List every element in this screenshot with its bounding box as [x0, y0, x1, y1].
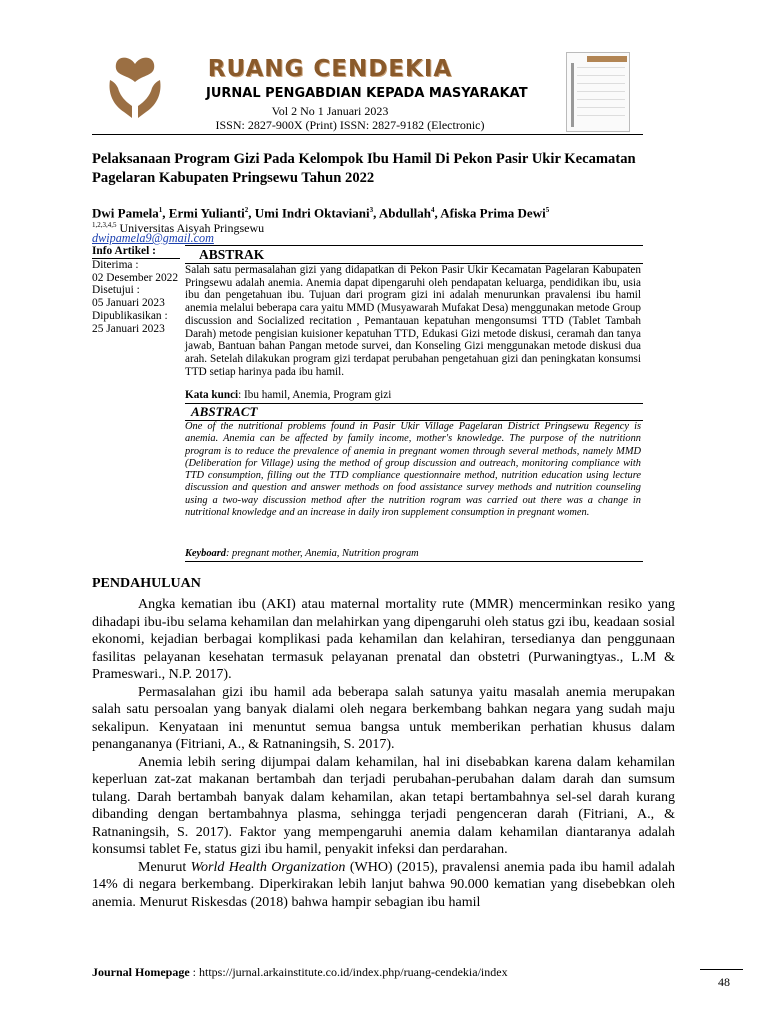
- info-divider: [92, 258, 180, 259]
- abstract-heading: ABSTRACT: [185, 403, 643, 421]
- body-paragraph: Anemia lebih sering dijumpai dalam kehamilan, hal ini disebabkan karena dalam kehamilan keperluan zat-zat makanan bertambah dan terjadi perubahan-perubahan dalam darah dan sumsum tulang. Darah bertambah banyak dalam kehamilan, akan tetapi bertambahnya sel-sel darah kurang dibanding dengan bertambahnya plasma, sehingga terjadi pengenceran darah (Fitriani, A., & Ratnaningsih, S. 2017). Faktor yang mempengaruhi anemia dalam kehamilan diantaranya adalah konsumsi tablet Fe, status gizi ibu hamil, penyakit infeksi dan perdarahan.: [92, 754, 675, 857]
- info-heading: Info Artikel :: [92, 245, 156, 257]
- affiliation-text: Universitas Aisyah Pringsewu: [116, 221, 265, 235]
- body-text: [92, 596, 675, 911]
- issn-info: ISSN: 2827-900X (Print) ISSN: 2827-9182 (Electronic): [215, 118, 485, 132]
- author-email-link[interactable]: dwipamela9@gmail.com: [92, 231, 214, 245]
- keywords-en-values: : pregnant mother, Anemia, Nutrition program: [225, 548, 419, 559]
- author-sup: 3: [369, 206, 374, 214]
- author-name: Umi Indri Oktaviani: [254, 205, 370, 221]
- author-separator: ,: [248, 205, 255, 221]
- kata-kunci-label: Kata kunci: [185, 389, 239, 401]
- p4-italic: World Health Organization: [190, 859, 346, 875]
- body-paragraph: Permasalahan gizi ibu hamil ada beberapa salah satunya yaitu masalah anemia merupakan salah satu persoalan yang banyak dialami oleh negara berkembang bahkan negara yang sudah maju sekalipun. Kenyataan ini menuntut semua bangsa untuk memberikan perhatian khusus dalam penangananya (Fitriani, A., & Ratnaningsih, S. 2017).: [92, 684, 675, 752]
- hands-holding-heart-icon: [106, 52, 164, 122]
- author-name: Ermi Yulianti: [168, 205, 245, 221]
- keywords-en-label: Keyboard: [185, 548, 226, 559]
- received-date: 02 Desember 2022: [92, 271, 179, 284]
- kata-kunci-values: : Ibu hamil, Anemia, Program gizi: [238, 389, 392, 401]
- author-sup: 4: [430, 206, 435, 214]
- page-number: 48: [718, 975, 730, 989]
- author-sup: 5: [545, 206, 550, 214]
- homepage-url-link[interactable]: : https://jurnal.arkainstitute.co.id/index.php/ruang-cendekia/index: [189, 965, 508, 979]
- abstrak-text: Salah satu permasalahan gizi yang didapatkan di Pekon Pasir Ukir Kecamatan Pagelaran Kabupaten Pringsewu adalah anemia. Anemia dapat dipengaruhi oleh pendapatan keluarga, pendidikan ibu, usia ibu dan pengetahuan ibu. Tujuan dari program gizi ini adalah menurunkan pravalensi ibu hamil anemia melalui beberapa cara yaitu MMD (Musyawarah Mufakat Desa) menggunakan metode Group discussion and Socialized recitation , Pemantauan kepatuhan mengonsumsi TTD (Tablet Tambah Darah) metode pengisian kuisioner kepatuhan TTD, Edukasi Gizi metode diskusi, ceramah dan tanya jawab, Bantuan bahan Pangan metode survei, dan Konseling Gizi menggunakan metode diskusi dua arah. Setelah dilakukan program gizi terdapat perubahan pengetahuan gizi dan peningkatan konsumsi TTD setiap harinya pada ibu hamil.: [185, 264, 641, 378]
- journal-homepage: [92, 965, 508, 979]
- author-separator: ,: [373, 205, 379, 221]
- homepage-label: Journal Homepage: [92, 965, 190, 979]
- kata-kunci: [185, 389, 641, 402]
- abstract-divider: [185, 561, 643, 562]
- abstrak-heading: ABSTRAK: [185, 245, 643, 264]
- journal-name: JURNAL PENGABDIAN KEPADA MASYARAKAT: [206, 86, 528, 101]
- header-divider: [92, 134, 643, 135]
- published-date: 25 Januari 2023: [92, 322, 165, 335]
- author-sup: 2: [244, 206, 249, 214]
- volume-info: Vol 2 No 1 Januari 2023: [271, 104, 389, 118]
- author-name: Dwi Pamela: [92, 205, 159, 221]
- accepted-label: Disetujui :: [92, 284, 140, 297]
- author-sup: 1: [158, 206, 163, 214]
- author-separator: ,: [162, 205, 169, 221]
- journal-brand: RUANG CENDEKIA: [207, 56, 453, 82]
- keywords-en: [185, 547, 641, 560]
- body-paragraph: Angka kematian ibu (AKI) atau maternal mortality rute (MMR) mencerminkan resiko yang dihadapi ibu-ibu selama kehamilan dan melahirkan yang dipengaruhi oleh status gzi ibu, keadaan sosial ekonomi, kejadian berbagai komplikasi pada kehamilan dan kelahiran, tersedianya dan penggunaan fasilitas pelayanan kesehatan termasuk pelayanan prenatal dan obstetri (Purwaningtyas., L.M & Prameswari., N.P. 2017).: [92, 597, 675, 682]
- p4-rest: (WHO) (2015), pravalensi anemia pada ibu hamil adalah 14% di negara berkembang. Diperkirakan lebih lanjut bahwa 90.000 kematian yang disebebkan oleh anemia. Menurut Riskesdas (2018) bahwa hampir sebagian ibu hamil: [92, 859, 675, 910]
- published-label: Dipublikasikan :: [92, 309, 168, 322]
- section-heading: PENDAHULUAN: [92, 576, 201, 591]
- page-number-divider: [700, 969, 743, 970]
- received-label: Diterima :: [92, 258, 139, 271]
- author-name: Abdullah: [378, 205, 431, 221]
- author-name: Afiska Prima Dewi: [440, 205, 546, 221]
- body-paragraph: [92, 859, 675, 912]
- p4-prefix: Menurut: [138, 859, 191, 875]
- abstract-text: One of the nutritional problems found in Pasir Ukir Village Pagelaran District Pringsewu Regency is anemia. Anemia can be affected by family income, mother's knowledge. The purpose of the nutritionn program is to reduce the prevalence of anemia in pregnant women through several methods, namely MMD (Deliberation for Village) using the method of group discussion and outreach, monitoring compliance with TTD consumption, filling out the TTD compliance questionnaire method, nutrition education using lecture discussion and question and answer methods on food assistance survey methods and nutrition counseling using a two-way discussion method after the nutrition rogram was carried out there was a change in nutritional knowledge and an increase in daily iron supplement consumption in pregnant women.: [185, 421, 641, 519]
- article-title: Pelaksanaan Program Gizi Pada Kelompok Ibu Hamil Di Pekon Pasir Ukir Kecamatan Pagelaran Kabupaten Pringsewu Tahun 2022: [92, 151, 636, 186]
- journal-cover-thumbnail: [566, 52, 630, 132]
- accepted-date: 05 Januari 2023: [92, 297, 165, 310]
- affiliation-sup: 1,2,3,4,5: [92, 221, 117, 229]
- author-separator: ,: [434, 205, 441, 221]
